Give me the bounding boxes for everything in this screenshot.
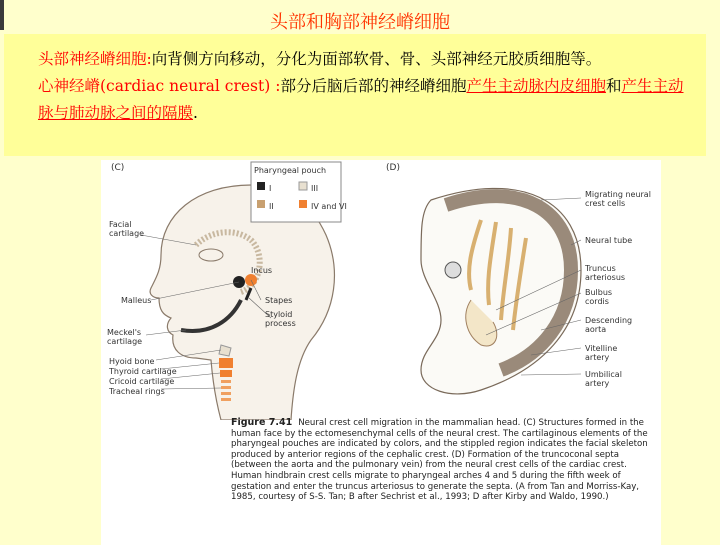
label-umbilical-artery: Umbilical artery	[585, 370, 622, 388]
legend-label-I: I	[269, 184, 272, 193]
slide-title: 头部和胸部神经嵴细胞	[270, 12, 450, 33]
panel-c-label: (C)	[111, 163, 125, 173]
figure-image	[101, 160, 661, 545]
aorticopulmonary-septum-link[interactable]: 产生主动脉与肺动脉之间的隔膜	[38, 77, 684, 122]
cricoid-cartilage-shape	[220, 370, 232, 377]
legend-swatch-III	[299, 182, 307, 190]
label-facial-cartilage: Facial cartilage	[109, 220, 145, 238]
label-neural-tube: Neural tube	[585, 236, 633, 245]
panel-d-label: (D)	[386, 163, 400, 173]
label-tracheal-rings: Tracheal rings	[109, 387, 165, 396]
cardiac-crest-term: 心神经嵴(cardiac neural crest) :	[38, 77, 281, 95]
caption-text: Neural crest cell migration in the mammalian head. (C) Structures formed in the human face by the ectomesenchymal cells of the neural crest. The cartilaginous elements of the pharyngeal pouches are indicated by colors, and the stippled region indicates the facial skeleton produced by anterior regions of the cephalic crest. (D) Formation of the truncoconal septa (between the aorta and the pulmonary vein) from the neural crest cells of the cardiac crest. Human hindbrain crest cells migrate to pharyngeal arches 4 and 5 during the fifth week of gestation and enter the truncus arteriosus to generate the septa. (A from Tan and Morriss-Kay, 1985, courtesy of S-S. Tan; B after Sechrist et al., 1993; D after Kirby and Waldo, 1990.)	[231, 418, 648, 503]
figure-caption	[231, 418, 651, 503]
label-cricoid-cartilage: Cricoid cartilage	[109, 377, 175, 386]
label-hyoid-bone: Hyoid bone	[109, 357, 155, 366]
legend-swatch-II	[257, 200, 265, 208]
label-meckels-cartilage: Meckel's cartilage	[107, 328, 143, 346]
label-stapes: Stapes	[265, 296, 293, 305]
label-truncus-arteriosus: Truncus arteriosus	[585, 264, 626, 282]
legend-swatch-IV	[299, 200, 307, 208]
head-crest-text: 向背侧方向移动，分化为面部软骨、骨、头部神经元胶质细胞等。	[151, 50, 602, 68]
conjunction-text: 和	[605, 77, 622, 95]
label-vitelline-artery: Vitelline artery	[585, 344, 618, 362]
thyroid-cartilage-shape	[219, 358, 233, 368]
paragraph-head-crest	[14, 46, 696, 73]
label-thyroid-cartilage: Thyroid cartilage	[109, 367, 177, 376]
head-crest-term: 头部神经嵴细胞:	[38, 50, 152, 68]
label-descending-aorta: Descending aorta	[585, 316, 633, 334]
label-styloid-process: Styloid process	[265, 310, 296, 328]
embryo-illustration	[101, 160, 661, 420]
label-bulbus-cordis: Bulbus cordis	[585, 288, 613, 306]
label-migrating-crest: Migrating neural crest cells	[585, 190, 651, 208]
text-box	[4, 34, 706, 156]
label-malleus: Malleus	[121, 296, 152, 305]
legend-label-IV-VI: IV and VI	[311, 202, 347, 211]
label-incus: Incus	[251, 266, 273, 275]
legend-label-II: II	[269, 202, 274, 211]
cardiac-crest-text: 部分后脑后部的神经嵴细胞	[280, 77, 467, 95]
legend-label-III: III	[311, 184, 319, 193]
legend-swatch-I	[257, 182, 265, 190]
end-punctuation: .	[193, 104, 198, 122]
aortic-endothelium-link[interactable]: 产生主动脉内皮细胞	[466, 77, 606, 95]
caption-title: Figure 7.41	[231, 417, 293, 428]
legend-title: Pharyngeal pouch	[254, 166, 327, 175]
otic-vesicle-shape	[445, 262, 461, 278]
paragraph-cardiac-crest	[14, 73, 696, 127]
